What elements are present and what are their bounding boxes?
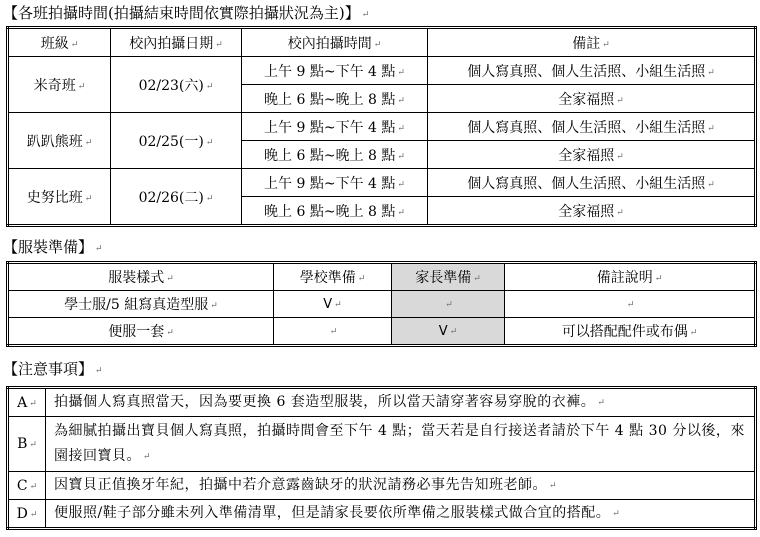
notes-table bbox=[6, 386, 757, 530]
note-label: B ↵ bbox=[8, 417, 46, 472]
slot-time: 晚上 6 點~晚上 8 點 ↵ bbox=[242, 85, 428, 113]
paragraph-mark-icon: ↵ bbox=[626, 300, 635, 310]
class-name: 趴趴熊班 ↵ bbox=[8, 113, 111, 169]
paragraph-mark-icon: ↵ bbox=[707, 67, 715, 78]
clothing-school bbox=[274, 291, 392, 318]
paragraph-mark-icon: ↵ bbox=[29, 481, 38, 492]
header-note: 備註 ↵ bbox=[428, 28, 756, 57]
paragraph-mark-icon: ↵ bbox=[397, 179, 405, 190]
clothing-header-row bbox=[8, 263, 756, 291]
list-item bbox=[8, 417, 756, 472]
class-name: 米奇班 ↵ bbox=[8, 57, 111, 113]
check-mark-icon: V bbox=[438, 324, 448, 339]
list-item bbox=[8, 388, 756, 417]
paragraph-mark-icon: ↵ bbox=[597, 397, 606, 408]
paragraph-mark-icon: ↵ bbox=[616, 95, 624, 106]
paragraph-mark-icon: ↵ bbox=[612, 508, 621, 519]
list-item bbox=[8, 472, 756, 500]
clothing-remark bbox=[505, 291, 756, 318]
slot-time: 晚上 6 點~晚上 8 點 ↵ bbox=[242, 141, 428, 169]
note-label: D ↵ bbox=[8, 500, 46, 529]
clothing-remark: 可以搭配配件或布偶 ↵ bbox=[505, 318, 756, 346]
slot-time: 上午 9 點~下午 4 點 ↵ bbox=[242, 169, 428, 197]
paragraph-mark-icon: ↵ bbox=[549, 480, 558, 491]
paragraph-mark-icon: ↵ bbox=[205, 193, 214, 204]
slot-note: 個人寫真照、個人生活照、小組生活照 ↵ bbox=[428, 169, 756, 197]
clothing-table bbox=[6, 261, 757, 347]
slot-note: 全家福照 ↵ bbox=[428, 85, 756, 113]
paragraph-mark-icon: ↵ bbox=[95, 366, 103, 376]
clothing-style: 便服一套 ↵ bbox=[8, 318, 274, 346]
clothing-style: 學士服/5 組寫真造型服 ↵ bbox=[8, 291, 274, 318]
class-date: 02/26(二) ↵ bbox=[111, 169, 242, 226]
paragraph-mark-icon: ↵ bbox=[397, 207, 405, 218]
paragraph-mark-icon: ↵ bbox=[473, 274, 481, 284]
paragraph-mark-icon: ↵ bbox=[357, 274, 366, 284]
paragraph-mark-icon: ↵ bbox=[166, 274, 174, 284]
paragraph-mark-icon: ↵ bbox=[449, 327, 458, 337]
header-date: 校內拍攝日期 ↵ bbox=[111, 28, 242, 57]
header-parent: 家長準備 ↵ bbox=[392, 263, 505, 291]
header-class: 班級 ↵ bbox=[8, 28, 111, 57]
schedule-table bbox=[6, 26, 757, 227]
clothing-school bbox=[274, 318, 392, 346]
paragraph-mark-icon: ↵ bbox=[84, 193, 93, 204]
paragraph-mark-icon: ↵ bbox=[210, 301, 218, 311]
clothing-title: 【服裝準備】 ↵ bbox=[3, 238, 103, 256]
note-label: C ↵ bbox=[8, 472, 46, 500]
class-date: 02/25(一) ↵ bbox=[111, 113, 242, 169]
paragraph-mark-icon: ↵ bbox=[397, 67, 405, 78]
list-item bbox=[8, 500, 756, 529]
paragraph-mark-icon: ↵ bbox=[29, 398, 37, 409]
clothing-parent bbox=[392, 291, 505, 318]
note-text: 便服照/鞋子部分雖未列入準備清單，但是請家長要依所準備之服裝樣式做合宜的搭配。 ↵ bbox=[46, 500, 756, 529]
paragraph-mark-icon: ↵ bbox=[397, 123, 405, 134]
header-remark: 備註說明 ↵ bbox=[505, 263, 756, 291]
paragraph-mark-icon: ↵ bbox=[654, 274, 663, 284]
paragraph-mark-icon: ↵ bbox=[707, 123, 715, 134]
slot-note: 全家福照 ↵ bbox=[428, 197, 756, 226]
slot-time: 上午 9 點~下午 4 點 ↵ bbox=[242, 57, 428, 85]
table-row bbox=[8, 318, 756, 346]
paragraph-mark-icon: ↵ bbox=[602, 39, 610, 50]
paragraph-mark-icon: ↵ bbox=[373, 39, 382, 50]
paragraph-mark-icon: ↵ bbox=[143, 451, 152, 462]
slot-note: 個人寫真照、個人生活照、小組生活照 ↵ bbox=[428, 113, 756, 141]
table-row bbox=[8, 57, 756, 85]
slot-time: 晚上 6 點~晚上 8 點 ↵ bbox=[242, 197, 428, 226]
note-label: A ↵ bbox=[8, 388, 46, 417]
header-style: 服裝樣式 ↵ bbox=[8, 263, 274, 291]
paragraph-mark-icon: ↵ bbox=[205, 137, 214, 148]
paragraph-mark-icon: ↵ bbox=[397, 95, 405, 106]
paragraph-mark-icon: ↵ bbox=[334, 300, 342, 310]
schedule-header-row bbox=[8, 28, 756, 57]
paragraph-mark-icon: ↵ bbox=[29, 509, 38, 520]
paragraph-mark-icon: ↵ bbox=[361, 10, 370, 20]
clothing-parent bbox=[392, 318, 505, 346]
note-text: 為細膩拍攝出寶貝個人寫真照，拍攝時間會至下午 4 點；當天若是自行接送者請於下午 4 點 30 分以後，來園接回寶貝。 ↵ bbox=[46, 417, 756, 472]
notes-title: 【注意事項】 ↵ bbox=[3, 360, 103, 378]
paragraph-mark-icon: ↵ bbox=[329, 327, 338, 337]
check-mark-icon: V bbox=[323, 297, 333, 312]
paragraph-mark-icon: ↵ bbox=[616, 151, 624, 162]
note-text: 拍攝個人寫真照當天，因為要更換 6 套造型服裝，所以當天請穿著容易穿脫的衣褲。 ↵ bbox=[46, 388, 756, 417]
class-name: 史努比班 ↵ bbox=[8, 169, 111, 226]
paragraph-mark-icon: ↵ bbox=[205, 81, 214, 92]
table-row bbox=[8, 291, 756, 318]
paragraph-mark-icon: ↵ bbox=[707, 179, 715, 190]
schedule-title: 【各班拍攝時間(拍攝結束時間依實際拍攝狀況為主)】 ↵ bbox=[3, 4, 370, 22]
table-row bbox=[8, 169, 756, 197]
header-school: 學校準備 ↵ bbox=[274, 263, 392, 291]
paragraph-mark-icon: ↵ bbox=[84, 137, 93, 148]
paragraph-mark-icon: ↵ bbox=[29, 440, 37, 450]
paragraph-mark-icon: ↵ bbox=[397, 151, 405, 162]
class-date: 02/23(六) ↵ bbox=[111, 57, 242, 113]
paragraph-mark-icon: ↵ bbox=[215, 39, 223, 50]
paragraph-mark-icon: ↵ bbox=[166, 328, 174, 338]
paragraph-mark-icon: ↵ bbox=[70, 39, 79, 50]
paragraph-mark-icon: ↵ bbox=[445, 300, 453, 310]
paragraph-mark-icon: ↵ bbox=[616, 207, 624, 218]
slot-note: 全家福照 ↵ bbox=[428, 141, 756, 169]
slot-note: 個人寫真照、個人生活照、小組生活照 ↵ bbox=[428, 57, 756, 85]
paragraph-mark-icon: ↵ bbox=[95, 244, 103, 254]
table-row bbox=[8, 113, 756, 141]
header-time: 校內拍攝時間 ↵ bbox=[242, 28, 428, 57]
paragraph-mark-icon: ↵ bbox=[689, 328, 698, 338]
note-text: 因寶貝正值換牙年紀，拍攝中若介意露齒缺牙的狀況請務必事先告知班老師。 ↵ bbox=[46, 472, 756, 500]
slot-time: 上午 9 點~下午 4 點 ↵ bbox=[242, 113, 428, 141]
paragraph-mark-icon: ↵ bbox=[77, 81, 86, 92]
